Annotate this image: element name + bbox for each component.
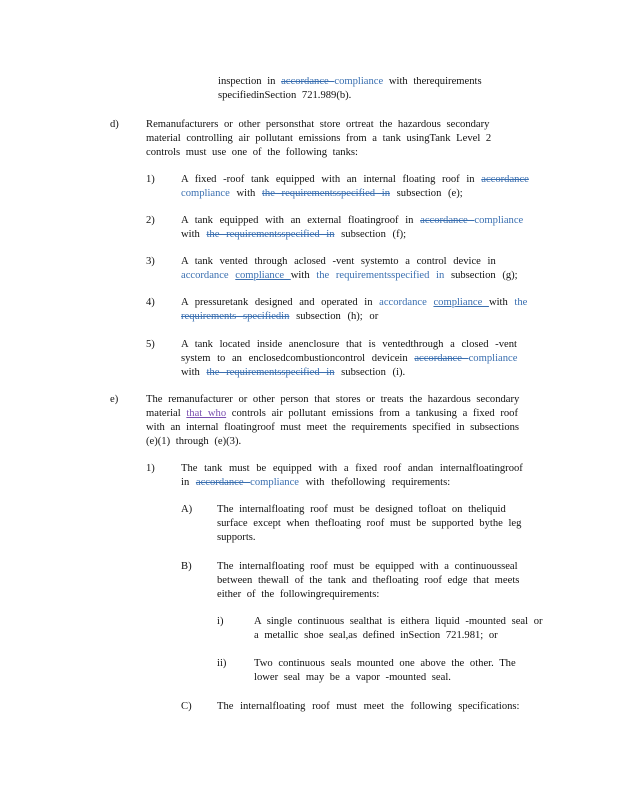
deleted-text: accordance xyxy=(414,353,469,364)
item-C: The internalfloating roof must meet the following specifications: xyxy=(217,701,520,712)
continuation-paragraph: inspection in accordance compliance with therequirements specifiedinSection 721.989(b). xyxy=(218,76,482,101)
deleted-text: accordance xyxy=(420,215,475,226)
item-d3: A tank vented through aclosed -vent systemto a control device in accordance compliance with the requirementsspecified in subsection (g); xyxy=(181,256,518,281)
item-label-d5: 5) xyxy=(146,339,155,350)
section-label-e: e) xyxy=(110,394,119,405)
item-label-C: C) xyxy=(181,701,192,712)
inserted-text: compliance xyxy=(474,215,524,226)
section-e-intro: The remanufacturer or other person that stores or treats the hazardous secondary material that who controls air pollutant emissions from a tankusing a fixed roof with an internal floatingroof must meet the requirements specified in subsections (e)(1) through (e)(3). xyxy=(146,394,520,447)
item-label-d1: 1) xyxy=(146,174,155,185)
item-d2: A tank equipped with an external floatingroof in accordance compliance with the requirementsspecified in subsection (f); xyxy=(181,215,524,240)
inserted-text: compliance xyxy=(468,353,518,364)
deleted-text: accordance xyxy=(195,477,251,488)
item-label-d3: 3) xyxy=(146,256,155,267)
deleted-text: the requirementsspecified in xyxy=(261,188,390,199)
inserted-text: compliance xyxy=(181,188,230,199)
deleted-text: requirements specifiedin xyxy=(181,311,290,322)
inserted-text: compliance xyxy=(334,76,384,87)
inserted-text: accordance xyxy=(379,297,427,308)
section-label-d: d) xyxy=(110,119,119,130)
item-label-e1: 1) xyxy=(146,463,155,474)
item-label-d2: 2) xyxy=(146,215,155,226)
item-A: The internalfloating roof must be designed tofloat on theliquid surface except when thefloating roof must be supported bythe leg supports. xyxy=(217,504,522,543)
deleted-text: accordance xyxy=(281,76,335,87)
deleted-text: the requirementsspecified in xyxy=(206,367,335,378)
deleted-text: the requirementsspecified in xyxy=(206,229,335,240)
item-i: A single continuous sealthat is eithera liquid -mounted seal or a metallic shoe seal,as defined inSection 721.981; or xyxy=(254,616,543,641)
item-B: The internalfloating roof must be equipped with a continuousseal between thewall of the tank and thefloating roof edge that meets either of the followingrequirements: xyxy=(217,561,520,600)
inserted-text: the requirementsspecified in xyxy=(316,270,445,281)
inserted-text: the xyxy=(514,297,528,308)
item-label-d4: 4) xyxy=(146,297,155,308)
item-d1: A fixed -roof tank equipped with an internal floating roof in accordance compliance with the requirementsspecified in subsection (e); xyxy=(181,174,529,199)
item-label-A: A) xyxy=(181,504,193,515)
item-label-ii: ii) xyxy=(217,658,227,669)
section-d-intro: Remanufacturers or other personsthat store ortreat the hazardous secondary material controlling air pollutant emissions from a tank usingTank Level 2 controls must use one of the following tanks: xyxy=(146,119,492,158)
inserted-text: compliance xyxy=(250,477,299,488)
deleted-text: accordance xyxy=(481,174,529,185)
item-d5: A tank located inside anenclosure that is ventedthrough a closed -vent system to an enclosedcombustioncontrol devicein accordance compliance with the requirementsspecified in subsection (i). xyxy=(181,339,518,378)
inserted-text: that who xyxy=(186,408,227,419)
item-label-B: B) xyxy=(181,561,192,572)
inserted-text: compliance xyxy=(235,270,291,281)
item-d4: A pressuretank designed and operated in accordance compliance with the requirements specifiedin subsection (h); or xyxy=(181,297,528,322)
item-e1: The tank must be equipped with a fixed roof andan internalfloatingroof in accordance compliance with thefollowing requirements: xyxy=(181,463,523,488)
inserted-text: compliance xyxy=(433,297,489,308)
inserted-text: accordance xyxy=(181,270,229,281)
item-label-i: i) xyxy=(217,616,224,627)
item-ii: Two continuous seals mounted one above the other. The lower seal may be a vapor -mounted seal. xyxy=(254,658,516,683)
